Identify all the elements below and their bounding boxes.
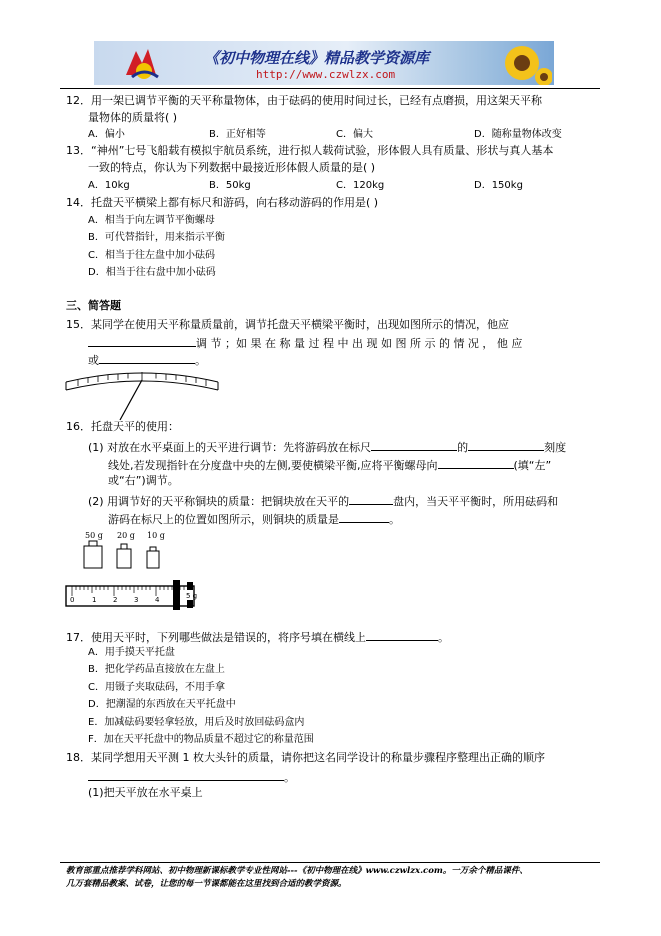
q15-line3-end: 。 (195, 354, 206, 367)
q15-line2 (88, 334, 522, 351)
q16-part1-line1 (88, 438, 566, 455)
q14-option-c: C．相当于往左盘中加小砝码 (88, 250, 215, 261)
q16-p1-l2-end: (填“左” (513, 459, 552, 472)
q16-part2-line1 (88, 492, 558, 509)
q13-line2: 一致的特点，你认为下列数据中最接近形体假人质量的是( ) (88, 161, 376, 174)
q18-end: 。 (284, 771, 295, 784)
q16-part2-line2 (108, 510, 400, 527)
weight-label-10g: 10 g (147, 531, 165, 540)
q16-p1-text-a: (1) 对放在水平桌面上的天平进行调节：先将游码放在标尺 (88, 441, 372, 454)
q18-step1: (1)把天平放在水平桌上 (88, 786, 203, 799)
q16-p2-l2-end: 。 (389, 513, 400, 526)
weight-label-20g: 20 g (117, 531, 135, 540)
q18-line2 (88, 768, 295, 785)
q18-blank[interactable] (88, 768, 284, 781)
header-title: 《初中物理在线》精品教学资源库 (204, 49, 430, 67)
q16-p2-text-b: 盘内，当天平平衡时，所用砝码和 (393, 495, 559, 508)
ruler-tick-4: 4 (155, 596, 160, 604)
ruler-tick-5: 5 g (186, 592, 198, 600)
q14-option-a: A．相当于向左调节平衡螺母 (88, 215, 215, 226)
q18-line1: 18．某同学想用天平测 1 枚大头针的质量，请你把这名同学设计的称量步骤程序整理出正确的顺序 (66, 751, 545, 764)
q13-option-d: D．150kg (474, 180, 523, 191)
q15-blank1[interactable] (88, 334, 196, 347)
q15-line3-pre: 或 (88, 354, 99, 367)
weight-label-50g: 50 g (85, 531, 103, 540)
q13-option-b: B．50kg (209, 180, 251, 191)
q17-option-d: D．把潮湿的东西放在天平托盘中 (88, 699, 236, 710)
q16-blank1[interactable] (371, 438, 457, 451)
sunflower-icon (492, 43, 552, 85)
ruler-tick-3: 3 (134, 596, 139, 604)
q12-option-d: D．随称量物体改变 (474, 129, 562, 140)
q16-blank4[interactable] (349, 492, 393, 505)
q13-option-a: A．10kg (88, 180, 130, 191)
q12-option-b: B．正好相等 (209, 129, 266, 140)
q16-p1-l2-text: 线处,若发现指针在分度盘中央的左侧,要使横梁平衡,应将平衡螺母向 (108, 459, 438, 472)
q16-p1-text-b: 的 (457, 441, 469, 454)
q13-option-c: C．120kg (336, 180, 385, 191)
q17-option-c: C．用镊子夹取砝码，不用手拿 (88, 682, 225, 693)
header-rule (60, 88, 600, 89)
q16-part1-line2 (108, 456, 551, 473)
ruler-tick-0: 0 (70, 596, 75, 604)
q14-option-b: B．可代替指针，用来指示平衡 (88, 232, 225, 243)
q12-option-c: C．偏大 (336, 129, 373, 140)
ruler-figure (64, 578, 204, 612)
q14-line1: 14．托盘天平横梁上都有标尺和游码，向右移动游码的作用是( ) (66, 196, 379, 209)
q16-p2-text-a: (2) 用调节好的天平称铜块的质量：把铜块放在天平的 (88, 495, 350, 508)
q14-option-d: D．相当于往右盘中加小砝码 (88, 267, 216, 278)
q17-end: 。 (438, 631, 449, 644)
q12-line2: 量物体的质量将( ) (88, 111, 178, 124)
q17-line1 (66, 628, 449, 645)
q17-option-f: F．加在天平托盘中的物品质量不超过它的称量范围 (88, 734, 314, 745)
q17-blank[interactable] (366, 628, 438, 641)
balance-dial-figure (62, 366, 222, 422)
q16-p2-l2-text: 游码在标尺上的位置如图所示，则铜块的质量是 (108, 513, 339, 526)
q16-p1-text-c: 刻度 (544, 441, 567, 454)
q15-blank2[interactable] (99, 351, 195, 364)
weights-figure (82, 540, 172, 570)
q17-option-b: B．把化学药品直接放在左盘上 (88, 664, 225, 675)
q17-option-a: A．用手摸天平托盘 (88, 647, 175, 658)
footer-rule (60, 862, 600, 863)
q16-blank5[interactable] (339, 510, 389, 523)
q15-line1: 15．某同学在使用天平称量质量前，调节托盘天平横梁平衡时，出现如图所示的情况，他应 (66, 318, 509, 331)
q16-title: 16．托盘天平的使用： (66, 420, 179, 433)
q17-option-e: E．加减砝码要轻拿轻放，用后及时放回砝码盒内 (88, 717, 305, 728)
section-heading: 三、简答题 (66, 299, 121, 312)
q17-text: 17．使用天平时，下列哪些做法是错误的，将序号填在横线上 (66, 631, 366, 644)
footer-line1: 教育部重点推荐学科网站、初中物理新课标教学专业性网站---《初中物理在线》www.czwlzx.com。一万余个精品课件、 (66, 866, 528, 876)
q16-blank3[interactable] (438, 456, 514, 469)
header-banner (94, 41, 554, 85)
logo-icon (122, 45, 162, 81)
header-url[interactable]: http://www.czwlzx.com (256, 68, 396, 81)
q12-line1: 12．用一架已调节平衡的天平称量物体，由于砝码的使用时间过长，已经有点磨损，用这架天平称 (66, 94, 542, 107)
ruler-tick-2: 2 (113, 596, 118, 604)
q16-blank2[interactable] (468, 438, 544, 451)
footer-line2: 几万套精品教案、试卷，让您的每一节课都能在这里找到合适的教学资源。 (66, 879, 347, 889)
q12-option-a: A．偏小 (88, 129, 125, 140)
q13-line1: 13．“神州”七号飞船载有模拟宇航员系统，进行拟人载荷试验，形体假人具有质量、形状与真人基本 (66, 144, 554, 157)
q16-part1-line3: 或“右”)调节。 (108, 474, 179, 487)
q15-line2-text: 调 节 ；如 果 在 称 量 过 程 中 出 现 如 图 所 示 的 情 况 ， 他 应 (196, 337, 523, 350)
ruler-tick-1: 1 (92, 596, 97, 604)
